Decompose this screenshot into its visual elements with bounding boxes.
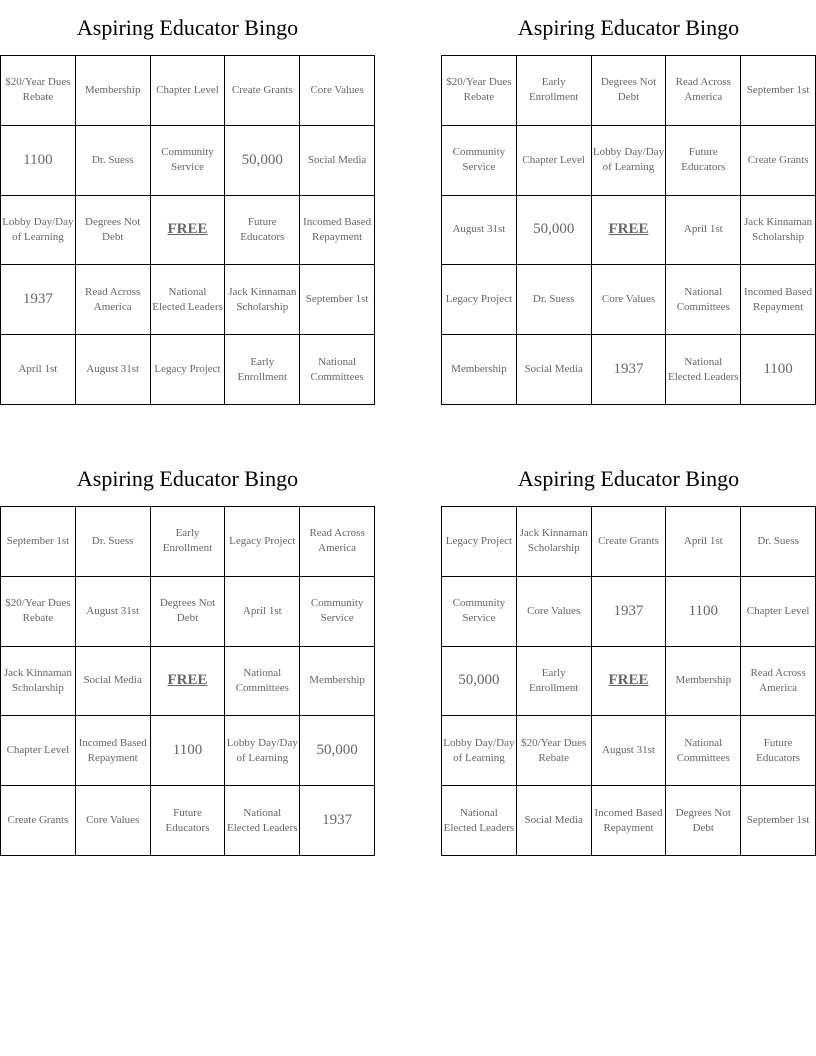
bingo-cell: Social Media: [517, 786, 592, 856]
bingo-card-1: [0, 0, 375, 405]
bingo-cell: Core Values: [300, 56, 375, 126]
bingo-cell: $20/Year Dues Rebate: [442, 56, 517, 126]
bingo-cell: Jack Kinnaman Scholarship: [741, 196, 816, 266]
bingo-cell: Jack Kinnaman Scholarship: [1, 647, 76, 717]
card-title: Aspiring Educator Bingo: [76, 466, 299, 491]
bingo-cell: 50,000: [300, 716, 375, 786]
bingo-cell: Create Grants: [225, 56, 300, 126]
bingo-cell: 1937: [300, 786, 375, 856]
bingo-cell: National Elected Leaders: [666, 335, 741, 405]
card-title: Aspiring Educator Bingo: [76, 15, 299, 40]
bingo-cell: Lobby Day/Day of Learning: [225, 716, 300, 786]
bingo-cell: National Committees: [300, 335, 375, 405]
bingo-cell: 50,000: [442, 647, 517, 717]
bingo-cell: National Elected Leaders: [225, 786, 300, 856]
bingo-cell: August 31st: [442, 196, 517, 266]
bingo-cell: Chapter Level: [1, 716, 76, 786]
bingo-cell: Chapter Level: [517, 126, 592, 196]
bingo-cell: April 1st: [1, 335, 76, 405]
bingo-cell: Social Media: [517, 335, 592, 405]
bingo-cell: Future Educators: [741, 716, 816, 786]
bingo-cell: Future Educators: [666, 126, 741, 196]
bingo-cell: Dr. Suess: [741, 507, 816, 577]
bingo-cell: Future Educators: [225, 196, 300, 266]
bingo-cell: Create Grants: [741, 126, 816, 196]
bingo-cell: Community Service: [442, 577, 517, 647]
bingo-cell: September 1st: [741, 786, 816, 856]
bingo-cell: Chapter Level: [151, 56, 226, 126]
bingo-cell: National Elected Leaders: [442, 786, 517, 856]
bingo-cell: 1100: [151, 716, 226, 786]
bingo-cell: Create Grants: [592, 507, 667, 577]
bingo-cell: April 1st: [666, 507, 741, 577]
bingo-cell: Incomed Based Repayment: [76, 716, 151, 786]
bingo-cell: 1100: [1, 126, 76, 196]
bingo-grid: [0, 506, 375, 856]
card-title: Aspiring Educator Bingo: [517, 466, 740, 491]
bingo-cell: Degrees Not Debt: [592, 56, 667, 126]
bingo-card-2: [441, 0, 816, 405]
bingo-cell: Community Service: [151, 126, 226, 196]
bingo-cell: $20/Year Dues Rebate: [517, 716, 592, 786]
bingo-cell: Membership: [300, 647, 375, 717]
bingo-cell: April 1st: [225, 577, 300, 647]
bingo-cell: 1937: [592, 335, 667, 405]
free-space-cell: FREE: [592, 647, 667, 717]
bingo-cell: $20/Year Dues Rebate: [1, 577, 76, 647]
bingo-cell: September 1st: [741, 56, 816, 126]
bingo-cell: Create Grants: [1, 786, 76, 856]
bingo-grid: [441, 55, 816, 405]
bingo-cell: Dr. Suess: [517, 265, 592, 335]
bingo-cell: Jack Kinnaman Scholarship: [517, 507, 592, 577]
bingo-cell: Jack Kinnaman Scholarship: [225, 265, 300, 335]
bingo-cell: Degrees Not Debt: [666, 786, 741, 856]
bingo-cell: Degrees Not Debt: [76, 196, 151, 266]
bingo-cell: September 1st: [1, 507, 76, 577]
bingo-cell: Core Values: [592, 265, 667, 335]
bingo-cell: Incomed Based Repayment: [300, 196, 375, 266]
bingo-cell: National Elected Leaders: [151, 265, 226, 335]
bingo-cell: Legacy Project: [225, 507, 300, 577]
bingo-cell: Read Across America: [76, 265, 151, 335]
bingo-cell: National Committees: [666, 265, 741, 335]
bingo-cell: Core Values: [517, 577, 592, 647]
card-title: Aspiring Educator Bingo: [517, 15, 740, 40]
bingo-cell: 1937: [592, 577, 667, 647]
bingo-cell: Incomed Based Repayment: [592, 786, 667, 856]
bingo-cell: April 1st: [666, 196, 741, 266]
bingo-cell: Legacy Project: [151, 335, 226, 405]
bingo-cell: Dr. Suess: [76, 507, 151, 577]
bingo-cell: Read Across America: [741, 647, 816, 717]
bingo-cell: 50,000: [225, 126, 300, 196]
bingo-cell: Early Enrollment: [151, 507, 226, 577]
bingo-cell: Membership: [442, 335, 517, 405]
bingo-cell: Legacy Project: [442, 507, 517, 577]
bingo-card-3: [0, 451, 375, 856]
free-space-cell: FREE: [592, 196, 667, 266]
bingo-card-4: [441, 451, 816, 856]
bingo-cell: Future Educators: [151, 786, 226, 856]
bingo-cell: 1100: [741, 335, 816, 405]
bingo-cell: National Committees: [225, 647, 300, 717]
bingo-cell: Legacy Project: [442, 265, 517, 335]
bingo-cell: Social Media: [76, 647, 151, 717]
bingo-cell: August 31st: [592, 716, 667, 786]
bingo-cell: 1100: [666, 577, 741, 647]
bingo-cell: August 31st: [76, 335, 151, 405]
bingo-cell: Membership: [76, 56, 151, 126]
bingo-cell: 50,000: [517, 196, 592, 266]
bingo-cell: Chapter Level: [741, 577, 816, 647]
bingo-cell: Dr. Suess: [76, 126, 151, 196]
bingo-cell: National Committees: [666, 716, 741, 786]
bingo-grid: [0, 55, 375, 405]
bingo-cell: Community Service: [442, 126, 517, 196]
bingo-cell: Early Enrollment: [517, 647, 592, 717]
bingo-grid: [441, 506, 816, 856]
bingo-cell: Lobby Day/Day of Learning: [442, 716, 517, 786]
bingo-cell: Incomed Based Repayment: [741, 265, 816, 335]
bingo-cell: 1937: [1, 265, 76, 335]
bingo-cell: $20/Year Dues Rebate: [1, 56, 76, 126]
bingo-cell: August 31st: [76, 577, 151, 647]
bingo-cell: Membership: [666, 647, 741, 717]
free-space-cell: FREE: [151, 196, 226, 266]
free-space-cell: FREE: [151, 647, 226, 717]
bingo-cell: Early Enrollment: [517, 56, 592, 126]
bingo-cell: Read Across America: [300, 507, 375, 577]
bingo-cell: Social Media: [300, 126, 375, 196]
bingo-cell: Core Values: [76, 786, 151, 856]
bingo-cell: Lobby Day/Day of Learning: [592, 126, 667, 196]
bingo-cell: September 1st: [300, 265, 375, 335]
bingo-cell: Read Across America: [666, 56, 741, 126]
bingo-cell: Lobby Day/Day of Learning: [1, 196, 76, 266]
bingo-cell: Community Service: [300, 577, 375, 647]
bingo-cell: Early Enrollment: [225, 335, 300, 405]
bingo-cell: Degrees Not Debt: [151, 577, 226, 647]
